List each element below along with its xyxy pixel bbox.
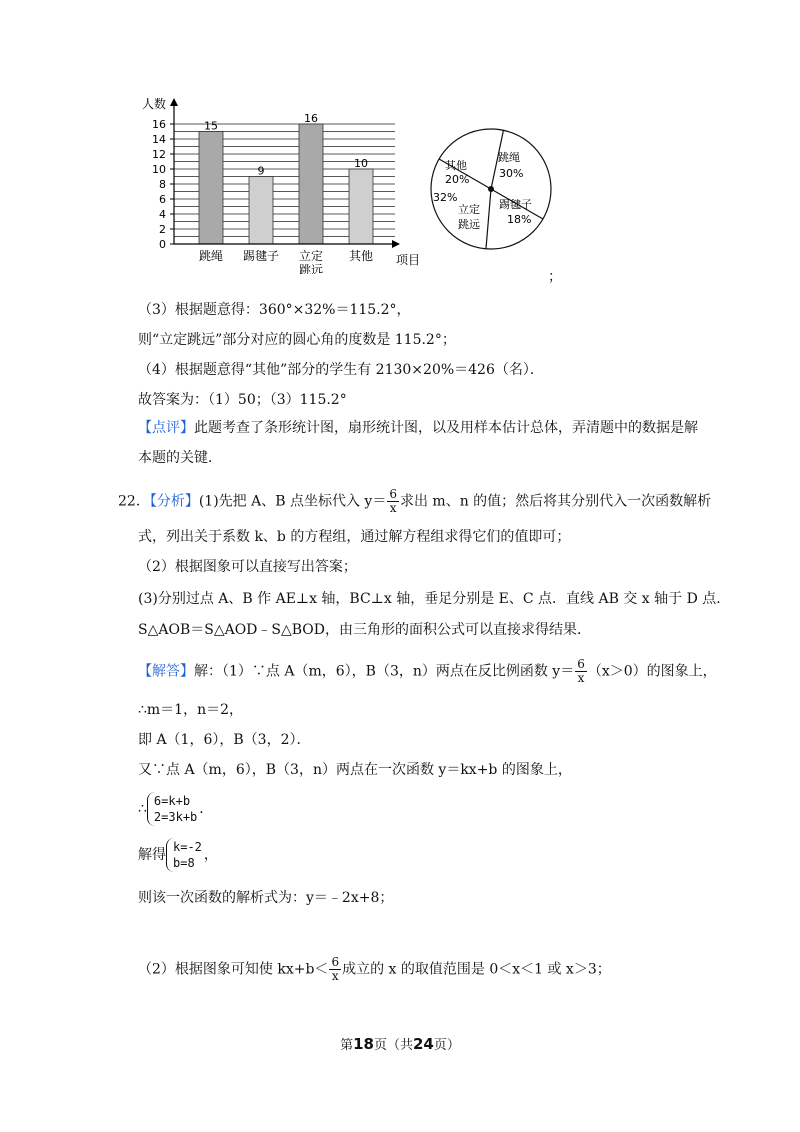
- fraction-denominator: x: [331, 969, 339, 983]
- bar: [249, 177, 273, 245]
- equation-1: 6=k+b: [153, 794, 191, 808]
- analysis-text-1a: (1)先把 A、B 点坐标代入 y＝: [198, 493, 387, 510]
- y-tick-label: 2: [159, 223, 166, 236]
- bar-chart: [130, 92, 430, 274]
- fraction-6-over-x: [329, 956, 341, 983]
- fraction-denominator: x: [389, 501, 397, 515]
- pie-label-long-jump-pct: 32%: [433, 191, 458, 204]
- line-solution-2: ∴m＝1，n＝2，: [138, 702, 244, 718]
- pie-label-other: 其他: [445, 159, 467, 172]
- line-analysis-2: 式，列出关于系数 k、b 的方程组，通过解方程组求得它们的值即可；: [138, 529, 571, 545]
- solution-text-1a: 解：（1）∵点 A（m，6），B（3，n）两点在反比例函数 y＝: [194, 663, 575, 680]
- page-footer: [0, 1034, 800, 1053]
- x-axis-arrow: [392, 240, 400, 248]
- footer-prefix: 第: [340, 1038, 354, 1053]
- y-axis-arrow: [170, 98, 178, 106]
- analysis-text-1b: 求出 m、n 的值；然后将其分别代入一次函数解析: [399, 493, 712, 510]
- line-analysis-4: (3)分别过点 A、B 作 AE⊥x 轴，BC⊥x 轴，垂足分别是 E、C 点．直线 AB 交 x 轴于 D 点．: [138, 591, 731, 607]
- line-answer-3: （3）根据题意得：360°×32%＝115.2°，: [138, 302, 411, 318]
- line-final-answer: 故答案为：（1）50；（3）115.2°: [138, 392, 347, 408]
- y-tick-label: 6: [159, 193, 166, 206]
- equation-system-2: [166, 838, 204, 872]
- solution-b: b=8: [173, 856, 195, 870]
- footer-total-pages: 24: [413, 1035, 434, 1053]
- line-analysis-5: S△AOB＝S△AOD﹣S△BOD，由三角形的面积公式可以直接求得结果．: [138, 622, 592, 638]
- fraction-numerator: 6: [389, 487, 397, 501]
- footer-mid: 页（共: [373, 1038, 413, 1053]
- solved-label: 解得: [138, 847, 166, 863]
- line-q22-analysis: [118, 488, 711, 515]
- bar-chart-ylabel: 人数: [142, 97, 167, 111]
- pie-label-shuttlecock-pct: 18%: [507, 213, 532, 226]
- y-tick-label: 14: [152, 133, 166, 146]
- x-tick-label: 跳绳: [198, 249, 224, 263]
- line-solution-3: 即 A（1，6），B（3，2）．: [138, 732, 311, 748]
- pie-chart: [425, 125, 560, 255]
- footer-page-number: 18: [353, 1035, 374, 1053]
- fraction-6-over-x: [575, 658, 587, 685]
- y-tick-label: 4: [159, 208, 166, 221]
- x-tick-label: 跳远: [298, 263, 324, 274]
- solution-text-8b: 成立的 x 的取值范围是 0＜x＜1 或 x＞3；: [342, 961, 611, 978]
- x-tick-label: 踢毽子: [242, 249, 280, 263]
- solution-k: k=-2: [173, 840, 202, 854]
- equation-2: 2=3k+b: [153, 810, 198, 824]
- solution-text-1b: （x＞0）的图象上，: [587, 663, 717, 680]
- comment-text: 此题考查了条形统计图，扇形统计图，以及用样本估计总体，弄清题中的数据是解: [194, 420, 698, 436]
- line-comment: [138, 418, 698, 438]
- therefore-symbol: ∴: [138, 801, 147, 817]
- fraction-numerator: 6: [331, 955, 340, 969]
- line-solution-4: 又∵点 A（m，6），B（3，n）两点在一次函数 y＝kx+b 的图象上，: [138, 762, 572, 778]
- line-answer-4: （4）根据题意得“其他”部分的学生有 2130×20%＝426（名）．: [138, 362, 544, 378]
- line-solution-8: [138, 956, 611, 983]
- line-solution-5: [138, 792, 213, 826]
- pie-label-jump-rope: 跳绳: [498, 151, 520, 164]
- line-analysis-3: （2）根据图象可以直接写出答案；: [138, 559, 357, 575]
- analysis-tag: 【分析】: [149, 493, 199, 510]
- pie-label-long-jump-1: 立定: [458, 203, 480, 216]
- pie-label-jump-rope-pct: 30%: [499, 167, 524, 180]
- line-comment-cont: 本题的关键．: [138, 450, 222, 466]
- y-tick-label: 10: [152, 163, 166, 176]
- pie-center-dot: [488, 186, 494, 192]
- bar-value-label: 15: [204, 119, 218, 133]
- bar: [299, 124, 323, 244]
- x-tick-label: 立定: [298, 249, 324, 263]
- pie-label-shuttlecock: 踢毽子: [499, 198, 532, 211]
- y-tick-label: 16: [152, 118, 166, 131]
- fraction-denominator: x: [577, 671, 585, 685]
- line-solution-7: 则该一次函数的解析式为：y＝﹣2x+8；: [138, 890, 394, 906]
- x-tick-label: 其他: [348, 249, 374, 263]
- pie-label-long-jump-2: 跳远: [458, 218, 480, 231]
- solution-text-8a: （2）根据图象可知使 kx+b＜: [138, 961, 329, 978]
- pie-label-other-pct: 20%: [445, 173, 470, 186]
- bar-value-label: 16: [304, 112, 318, 125]
- y-tick-label: 0: [159, 238, 166, 251]
- bar-value-label: 10: [354, 157, 368, 170]
- comment-tag: 【点评】: [138, 420, 194, 436]
- bar: [349, 169, 373, 244]
- line-angle: 则“立定跳远”部分对应的圆心角的度数是 115.2°；: [138, 332, 456, 348]
- fraction-numerator: 6: [577, 657, 585, 671]
- comma: ，: [203, 847, 218, 863]
- solution-tag: 【解答】: [138, 663, 194, 680]
- y-tick-label: 12: [152, 148, 166, 161]
- period: ．: [199, 801, 214, 817]
- line-solution-1: [138, 658, 717, 685]
- chart-trailing-semicolon: ；: [548, 269, 562, 285]
- bar-value-label: 9: [257, 164, 265, 178]
- line-solution-6: [138, 838, 218, 872]
- bar: [199, 132, 223, 245]
- equation-system-1: [147, 792, 199, 826]
- fraction-6-over-x: [387, 488, 399, 515]
- bar-chart-xlabel: 项目: [396, 253, 421, 267]
- y-tick-label: 8: [159, 178, 166, 191]
- footer-suffix: 页）: [433, 1038, 460, 1053]
- question-number: 22．: [118, 493, 150, 510]
